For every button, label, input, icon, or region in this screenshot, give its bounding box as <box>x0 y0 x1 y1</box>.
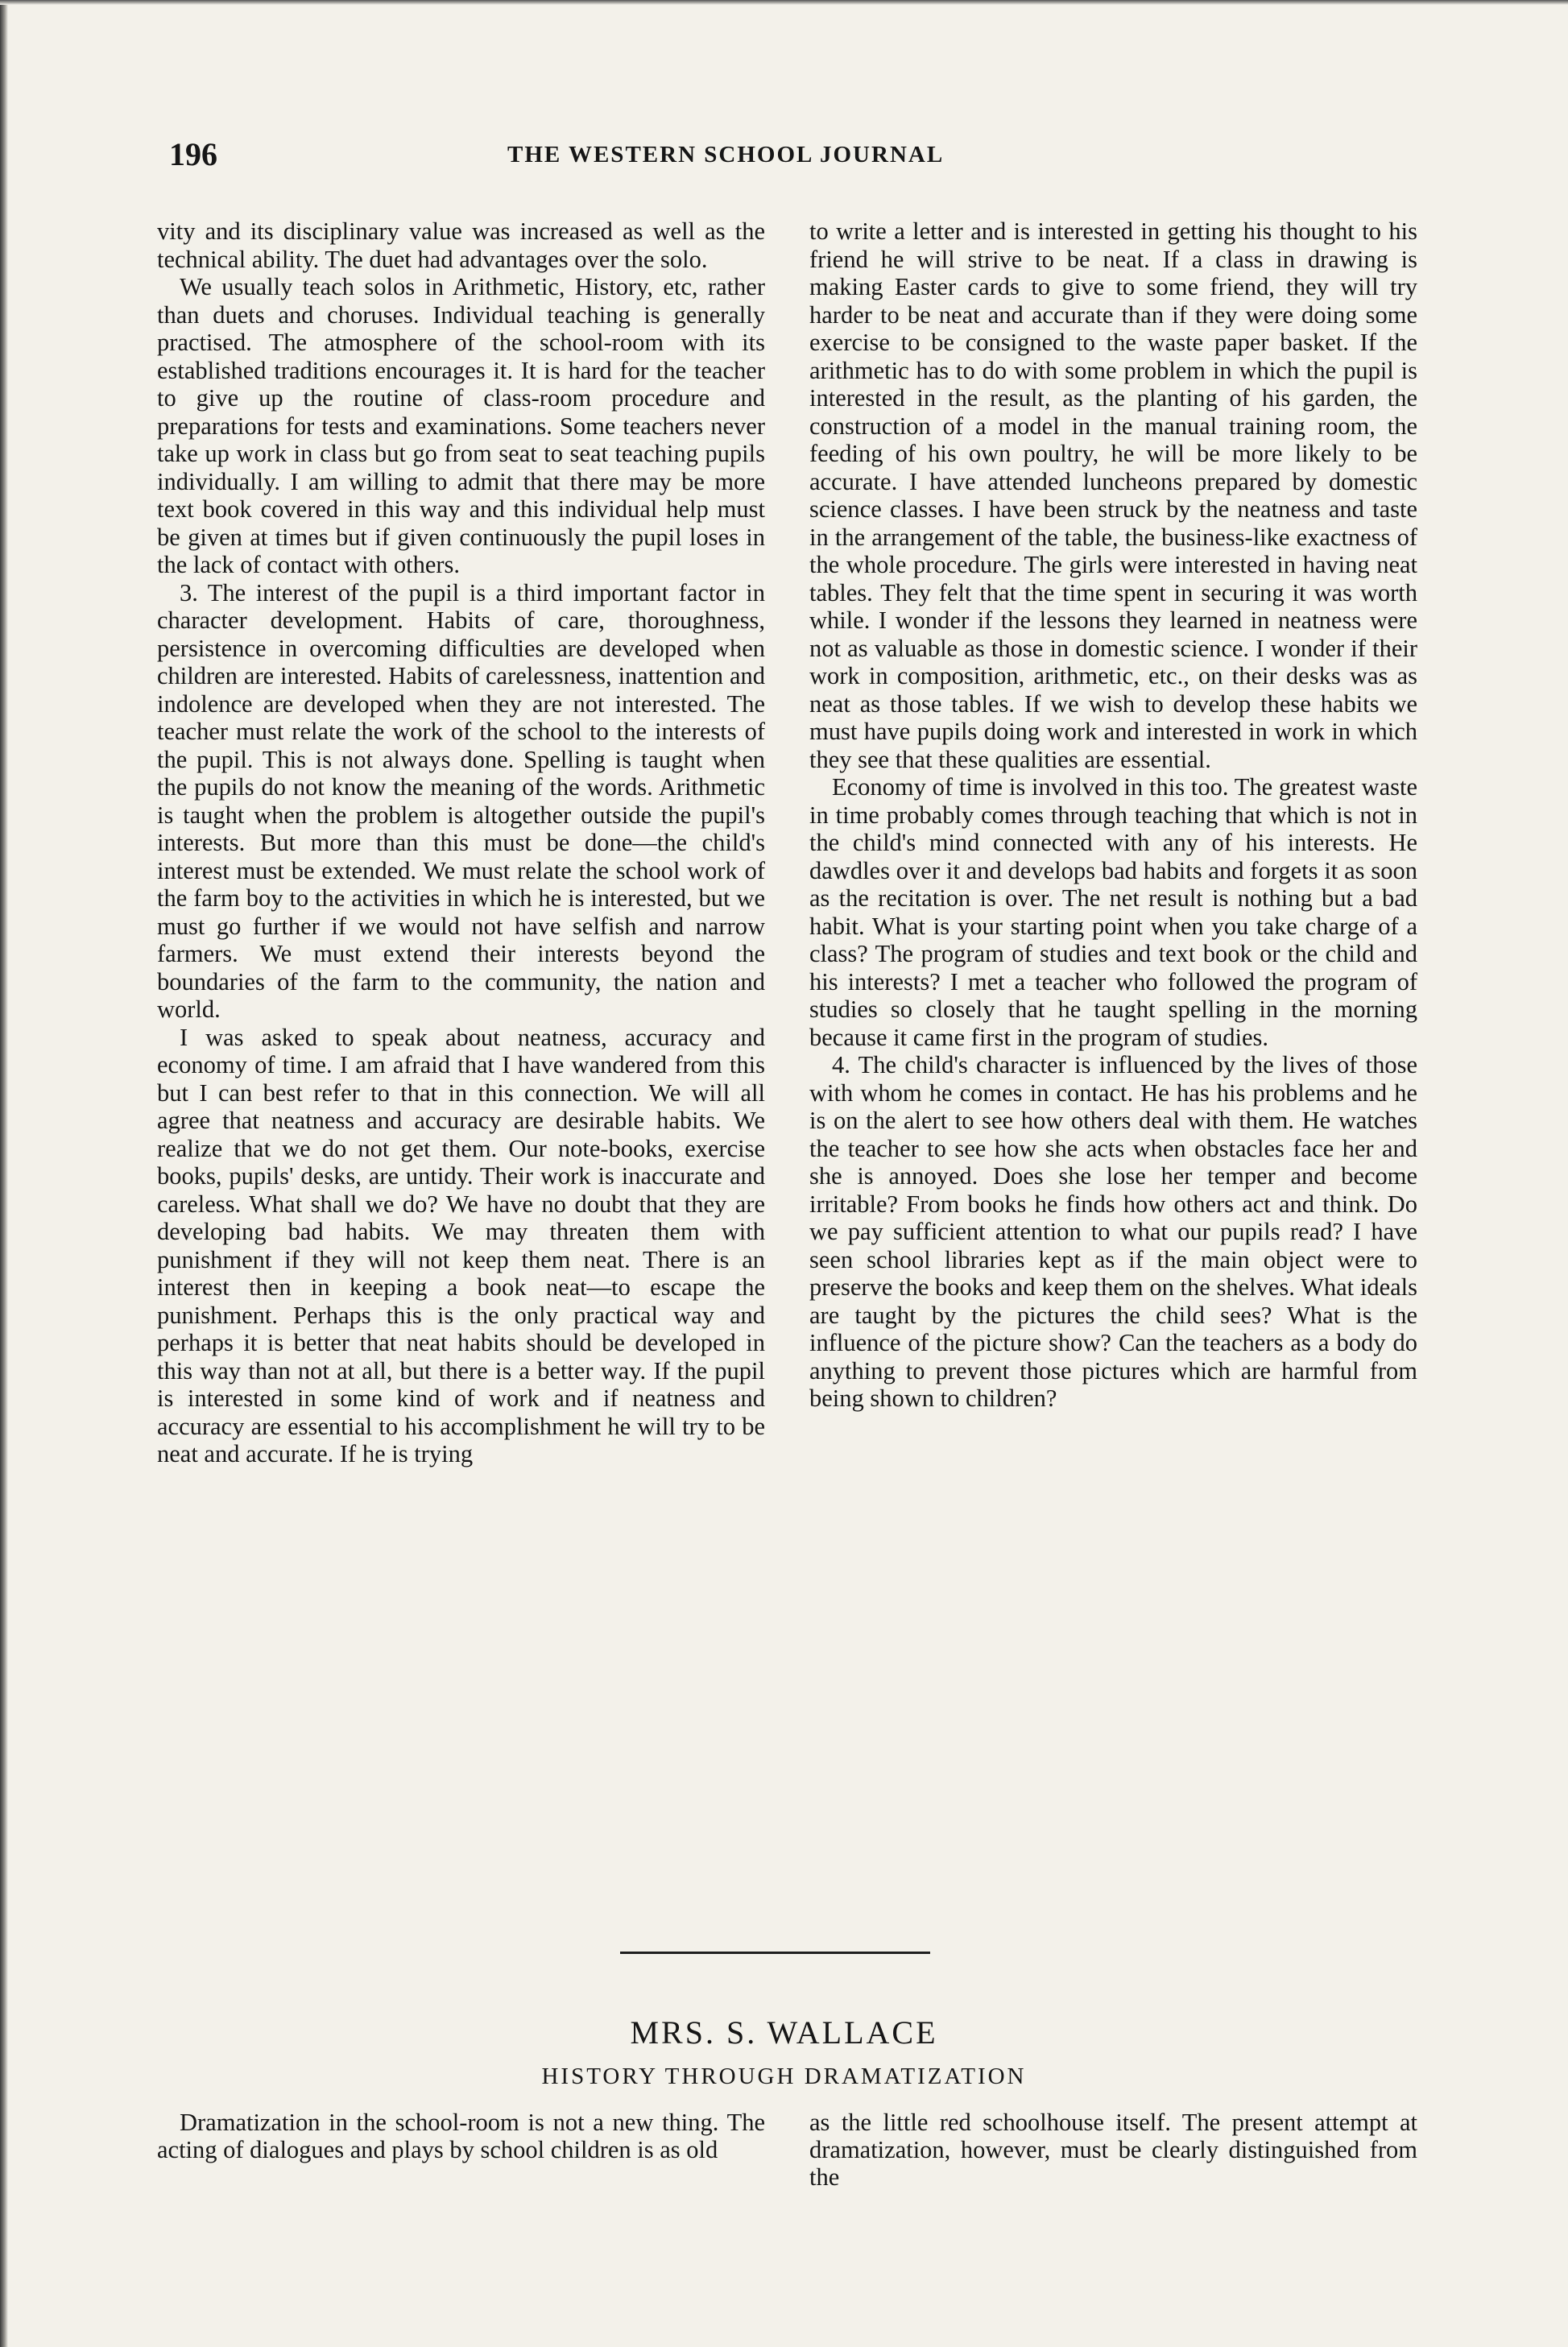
section-divider <box>620 1952 930 1954</box>
paragraph: We usually teach solos in Arithmetic, History, etc, rather than duets and choruses. Individual teaching is generally practised. The atmosphere of the school-room with its established traditions encourages it. It is hard for the teacher to give up the routine of class-room procedure and preparations for tests and examinations. Some teachers never take up work in class but go from seat to seat teaching pupils individually. I am willing to admit that there may be more text book covered in this way and this individual help must be given at times but if given continuously the pupil loses in the lack of contact with others. <box>157 273 765 578</box>
running-head <box>169 135 1417 184</box>
article-left-column <box>157 2109 765 2163</box>
page-edge-shadow <box>0 0 8 2347</box>
paragraph: Dramatization in the school-room is not a new thing. The acting of dialogues and plays by school children is as old <box>157 2109 765 2163</box>
right-text-column <box>809 217 1417 1413</box>
paragraph: to write a letter and is interested in getting his thought to his friend he will strive to be neat. If a class in drawing is making Easter cards to give to some friend, they will try harder to be neat and accurate than if they were doing some exercise to be consigned to the waste paper basket. If the arithmetic has to do with some problem in which the pupil is interested in the result, as the planting of his garden, the construction of a model in the manual training room, the feeding of his own poultry, he will be more likely to be accurate. I have attended luncheons prepared by domestic science classes. I have been struck by the neatness and taste in the arrangement of the table, the business-like exactness of the whole procedure. The girls were interested in having neat tables. They felt that the time spent in securing it was worth while. I wonder if the lessons they learned in neatness were not as valuable as those in domestic science. I wonder if their work in composition, arithmetic, etc., on their desks was as neat as those tables. If we wish to develop these habits we must have pupils doing work and interested in work in which they see that these qualities are essential. <box>809 217 1417 773</box>
journal-title: THE WESTERN SCHOOL JOURNAL <box>507 142 945 168</box>
page-top-edge <box>0 0 1568 5</box>
article-title: HISTORY THROUGH DRAMATIZATION <box>541 2063 1027 2089</box>
paragraph: Economy of time is involved in this too. The greatest waste in time probably comes through teaching that which is not in the child's mind connected with any of his interests. He dawdles over it and develops bad habits and forgets it as soon as the recitation is over. The net result is nothing but a bad habit. What is your starting point when you take charge of a class? The program of studies and text book or the child and his interests? I met a teacher who followed the program of studies so closely that he taught spelling in the morning because it came first in the program of studies. <box>809 773 1417 1051</box>
paragraph: I was asked to speak about neatness, accuracy and economy of time. I am afraid that I have wandered from this but I can best refer to that in this connection. We will all agree that neatness and accuracy are desirable habits. We realize that we do not get them. Our note-books, exercise books, pupils' desks, are untidy. Their work is inaccurate and careless. What shall we do? We have no doubt that they are developing bad habits. We may threaten them with punishment if they will not keep them neat. There is an interest then in keeping a book neat—to escape the punishment. Perhaps this is the only practical way and perhaps it is better that neat habits should be developed in this way than not at all, but there is a better way. If the pupil is interested in some kind of work and if neatness and accuracy are essential to his accomplishment he will try to be neat and accurate. If he is trying <box>157 1023 765 1467</box>
page-number: 196 <box>169 136 217 172</box>
paragraph: 3. The interest of the pupil is a third important factor in character development. Habits of care, thoroughness, persistence in overcoming difficulties are developed when children are interested. Habits of carelessness, inattention and indolence are developed when they are not interested. The teacher must relate the work of the school to the interests of the pupil. This is not always done. Spelling is taught when the pupils do not know the meaning of the words. Arithmetic is taught when the problem is altogether outside the pupil's interests. But more than this must be done—the child's interest must be extended. We must relate the school work of the farm boy to the activities in which he is interested, but we must go further if we would not have selfish and narrow farmers. We must extend their interests beyond the boundaries of the farm to the community, the nation and world. <box>157 578 765 1023</box>
paragraph: vity and its disciplinary value was increased as well as the technical ability. The duet had advantages over the solo. <box>157 217 765 273</box>
article-right-column <box>809 2109 1417 2191</box>
left-text-column <box>157 217 765 1468</box>
article-author: MRS. S. WALLACE <box>630 2014 938 2051</box>
paragraph: 4. The child's character is influenced by the lives of those with whom he comes in contact. He has his problems and he is on the alert to see how others deal with them. He watches the teacher to see how she acts when obstacles face her and she is annoyed. Does she lose her temper and become irritable? From books he finds how others act and think. Do we pay sufficient attention to what our pupils read? I have seen school libraries kept as if the main object were to preserve the books and keep them on the shelves. What ideals are taught by the pictures the child sees? What is the influence of the picture show? Can the teachers as a body do anything to prevent those pictures which are harmful from being shown to children? <box>809 1051 1417 1412</box>
paragraph: as the little red schoolhouse itself. The present attempt at dramatization, however, must be clearly distinguished from the <box>809 2109 1417 2191</box>
